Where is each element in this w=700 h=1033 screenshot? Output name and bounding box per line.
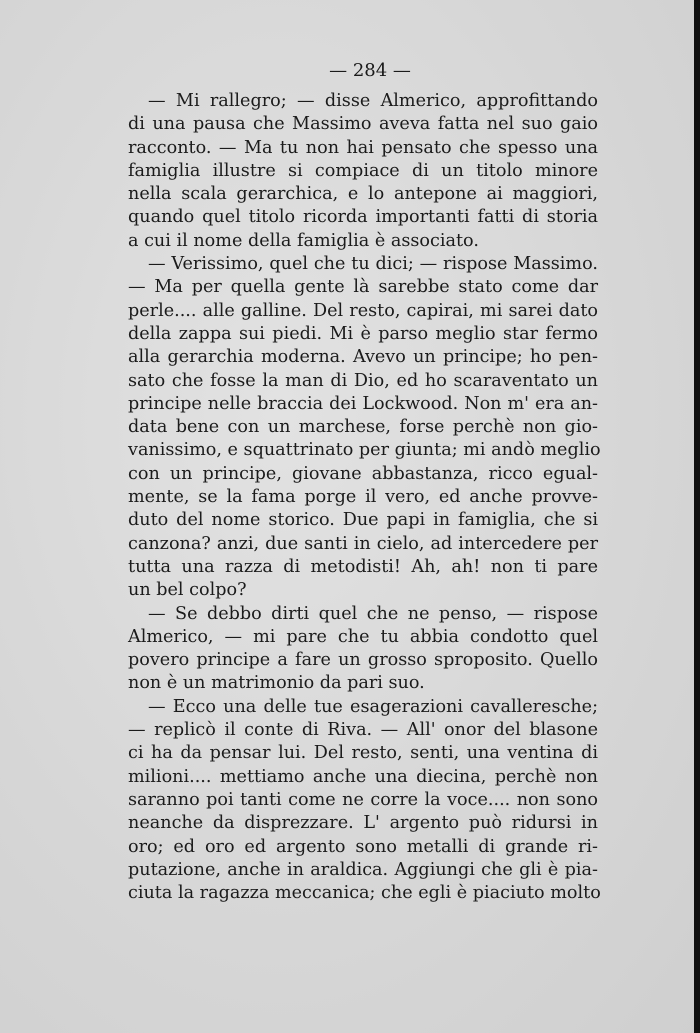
text-line: nella scala gerarchica, e lo antepone ai maggiori, xyxy=(128,184,598,205)
text-line: data bene con un marchese, forse perchè non gio- xyxy=(128,417,598,438)
text-line: canzona? anzi, due santi in cielo, ad intercedere per xyxy=(128,533,598,554)
body-text xyxy=(128,90,601,905)
text-line: alla gerarchia moderna. Avevo un principe; ho pen- xyxy=(128,347,598,368)
text-line: oro; ed oro ed argento sono metalli di grande ri- xyxy=(128,836,598,857)
text-line: famiglia illustre si compiace di un titolo minore xyxy=(128,160,598,181)
page-number: — 284 — xyxy=(329,60,411,81)
text-line: — Ecco una delle tue esagerazioni cavalleresche; xyxy=(148,696,598,717)
text-line: della zappa sui piedi. Mi è parso meglio star fermo xyxy=(128,323,598,344)
text-line: racconto. — Ma tu non hai pensato che spesso una xyxy=(128,137,598,158)
text-line: — Ma per quella gente là sarebbe stato come dar xyxy=(128,277,598,298)
text-line: di una pausa che Massimo aveva fatta nel suo gaio xyxy=(128,114,598,135)
text-line: mente, se la fama porge il vero, ed anche provve- xyxy=(128,487,598,508)
text-line: — replicò il conte di Riva. — All' onor del blasone xyxy=(128,720,598,741)
text-line: un bel colpo? xyxy=(128,580,247,601)
text-line: saranno poi tanti come ne corre la voce.... non sono xyxy=(128,789,598,810)
text-line: non è un matrimonio da pari suo. xyxy=(128,673,425,694)
text-line: — Mi rallegro; — disse Almerico, approfittando xyxy=(148,91,598,111)
text-line: milioni.... mettiamo anche una diecina, perchè non xyxy=(128,766,598,787)
text-line: neanche da disprezzare. L' argento può ridursi in xyxy=(128,813,598,834)
text-line: sato che fosse la man di Dio, ed ho scaraventato un xyxy=(128,370,598,391)
text-line: tutta una razza di metodisti! Ah, ah! non ti pare xyxy=(128,556,598,577)
text-line: Almerico, — mi pare che tu abbia condotto quel xyxy=(128,626,598,647)
text-line: povero principe a fare un grosso sproposito. Quello xyxy=(128,650,598,671)
text-line: principe nelle braccia dei Lockwood. Non m' era an- xyxy=(128,393,598,414)
text-line: ci ha da pensar lui. Del resto, senti, una ventina di xyxy=(128,743,598,764)
text-line: duto del nome storico. Due papi in famiglia, che si xyxy=(128,510,598,531)
text-line: putazione, anche in araldica. Aggiungi che gli è pia- xyxy=(128,859,598,880)
text-line: ciuta la ragazza meccanica; che egli è piaciuto molto xyxy=(128,883,601,904)
text-line: quando quel titolo ricorda importanti fatti di storia xyxy=(128,207,598,228)
text-line: vanissimo, e squattrinato per giunta; mi andò meglio xyxy=(128,440,601,461)
text-line: perle.... alle galline. Del resto, capirai, mi sarei dato xyxy=(128,300,598,321)
text-line: a cui il nome della famiglia è associato. xyxy=(128,230,479,251)
text-line: con un principe, giovane abbastanza, ricco egual- xyxy=(128,463,598,484)
text-line: — Verissimo, quel che tu dici; — rispose Massimo. xyxy=(148,254,598,275)
page-spine-edge xyxy=(694,0,700,1033)
text-line: — Se debbo dirti quel che ne penso, — rispose xyxy=(148,603,598,624)
